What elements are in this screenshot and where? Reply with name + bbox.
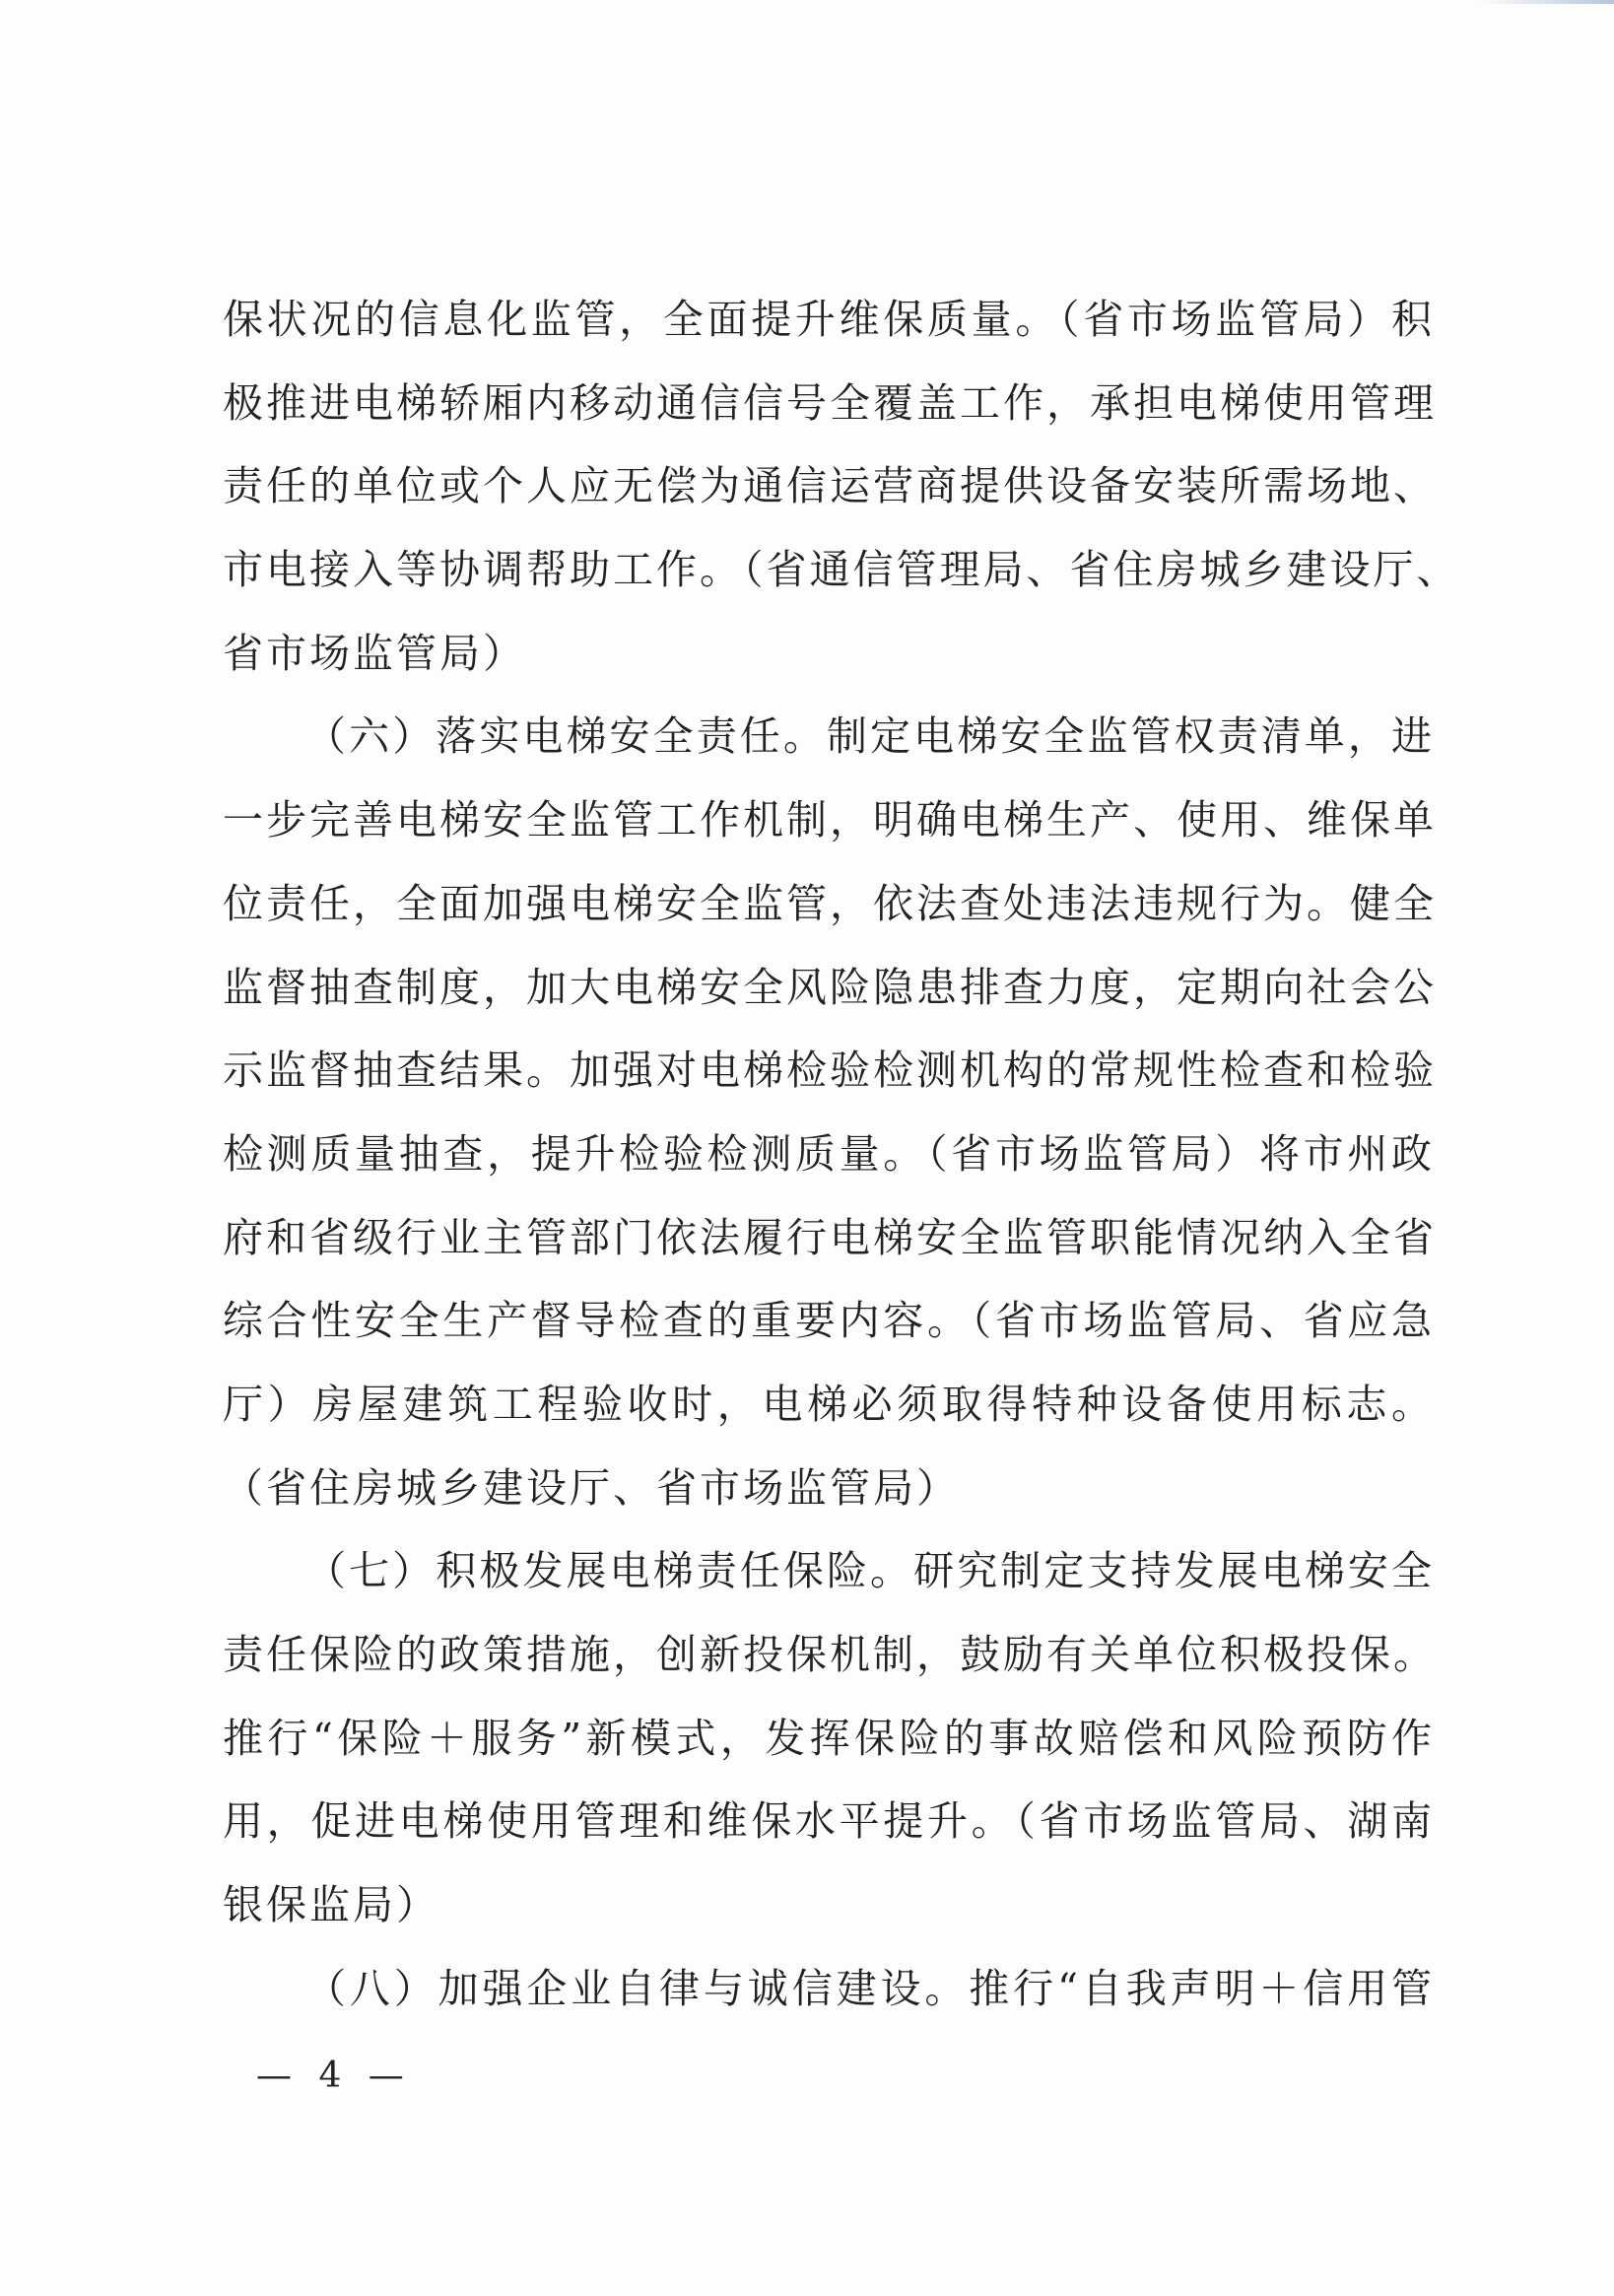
text-line: 位责任，全面加强电梯安全监管，依法查处违法违规行为。健全 xyxy=(223,879,1437,927)
text-line: 责任保险的政策措施，创新投保机制，鼓励有关单位积极投保。 xyxy=(223,1631,1437,1678)
text-line: （六）落实电梯安全责任。制定电梯安全监管权责清单，进 xyxy=(305,712,1435,761)
text-line: 监督抽查制度，加大电梯安全风险隐患排查力度，定期向社会公 xyxy=(223,963,1437,1011)
text-line: 一步完善电梯安全监管工作机制，明确电梯生产、使用、维保单 xyxy=(223,796,1437,844)
text-line: 用，促进电梯使用管理和维保水平提升。（省市场监管局、湖南 xyxy=(223,1797,1435,1846)
text-line: 银保监局） xyxy=(223,1881,439,1929)
text-line: 厅）房屋建筑工程验收时，电梯必须取得特种设备使用标志。 xyxy=(223,1380,1435,1428)
text-line: 综合性安全生产督导检查的重要内容。（省市场监管局、省应急 xyxy=(223,1297,1435,1345)
text-line: （七）积极发展电梯责任保险。研究制定支持发展电梯安全 xyxy=(305,1547,1435,1595)
text-line: 示监督抽查结果。加强对电梯检验检测机构的常规性检查和检验 xyxy=(223,1047,1437,1095)
text-line: 责任的单位或个人应无偿为通信运营商提供设备安装所需场地、 xyxy=(223,462,1437,510)
text-line: 检测质量抽查，提升检验检测质量。（省市场监管局）将市州政 xyxy=(223,1129,1435,1178)
text-line: 省市场监管局） xyxy=(223,629,526,677)
text-line: 市电接入等协调帮助工作。（省通信管理局、省住房城乡建设厅、 xyxy=(223,546,1460,594)
page-number: — 4 — xyxy=(256,2056,412,2096)
document-body xyxy=(223,278,1460,2030)
text-line: 推行“保险＋服务”新模式，发挥保险的事故赔偿和风险预防作 xyxy=(223,1714,1435,1762)
text-line: 极推进电梯轿厢内移动通信信号全覆盖工作，承担电梯使用管理 xyxy=(223,378,1437,427)
scan-edge-decoration xyxy=(1478,0,1614,4)
text-line: 府和省级行业主管部门依法履行电梯安全监管职能情况纳入全省 xyxy=(223,1213,1437,1261)
text-line: 保状况的信息化监管，全面提升维保质量。（省市场监管局）积 xyxy=(223,296,1435,343)
text-line: （省住房城乡建设厅、省市场监管局） xyxy=(223,1463,960,1512)
text-line: （八）加强企业自律与诚信建设。推行“自我声明＋信用管 xyxy=(305,1964,1435,2012)
